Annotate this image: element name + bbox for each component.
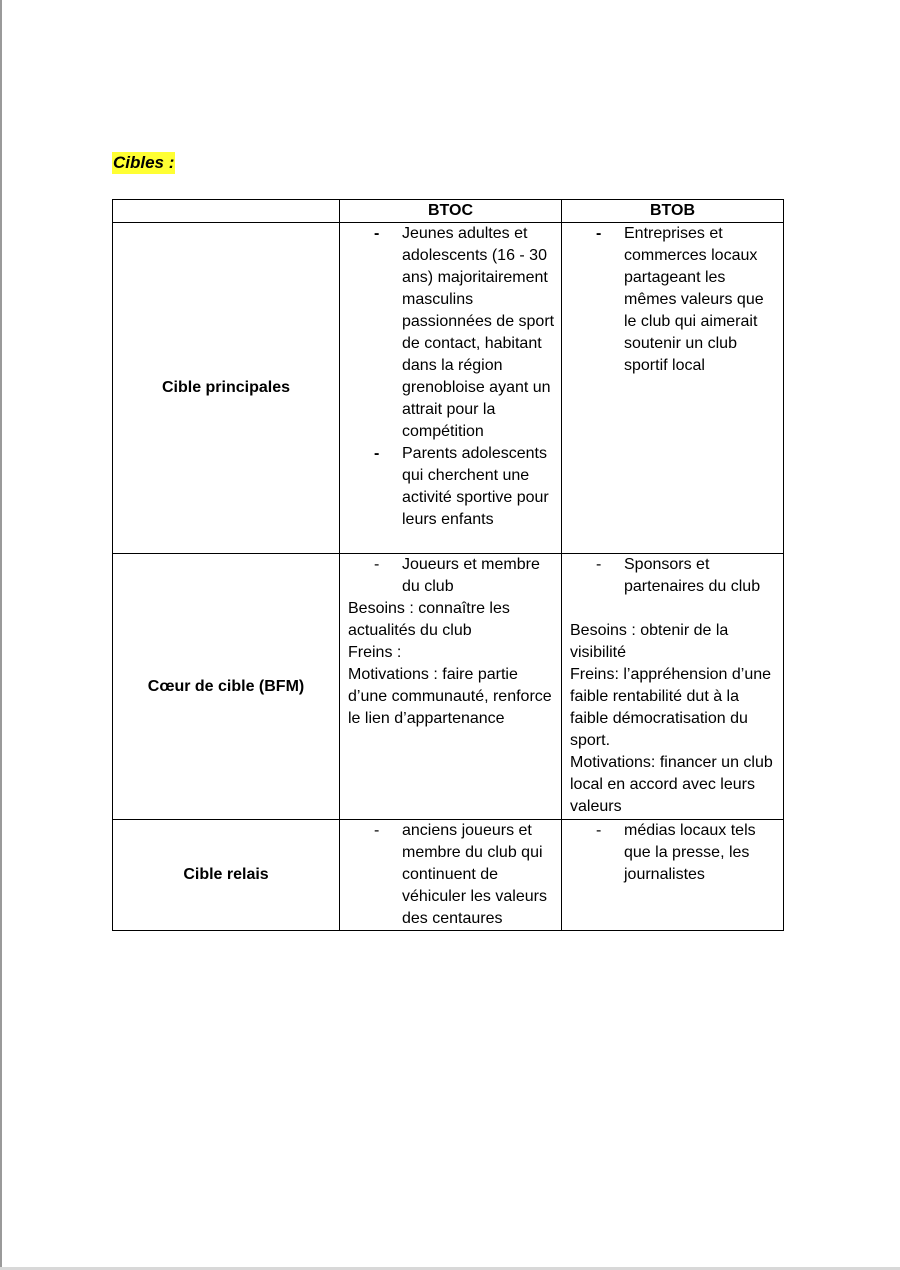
table-row-cible-principales	[113, 223, 784, 554]
list-item-text: Jeunes adultes et adolescents (16 - 30 ans) majoritairement masculins passionnées de sport de contact, habitant dans la région grenobloise ayant un attrait pour la compétition	[402, 225, 555, 440]
list-item	[340, 223, 561, 443]
bullet-dash: -	[374, 556, 380, 573]
table-header-row	[113, 200, 784, 223]
bullet-list	[562, 820, 783, 886]
list-item	[562, 820, 783, 886]
table-row-coeur-de-cible	[113, 554, 784, 820]
bullet-dash: -	[374, 822, 380, 839]
motivations-text: Motivations: financer un club local en accord avec leurs valeurs	[570, 754, 773, 815]
list-item-text: Sponsors et partenaires du club	[624, 556, 761, 595]
bullet-dash: -	[596, 225, 602, 242]
section-heading: Cibles :	[113, 153, 175, 172]
obstacles-text: Freins :	[348, 644, 402, 661]
list-item	[340, 554, 561, 598]
list-item-text: médias locaux tels que la presse, les journalistes	[624, 822, 756, 883]
bullet-list	[562, 223, 783, 377]
cell-btob	[562, 223, 784, 554]
bullet-list	[340, 223, 561, 531]
row-label: Cœur de cible (BFM)	[113, 554, 340, 820]
cell-btob	[562, 554, 784, 820]
bullet-dash: -	[596, 556, 602, 573]
header-empty-cell	[113, 200, 340, 223]
needs-text: Besoins : obtenir de la visibilité	[570, 622, 729, 661]
header-btob: BTOB	[562, 200, 784, 223]
bullet-dash: -	[374, 225, 380, 242]
header-btoc: BTOC	[340, 200, 562, 223]
list-item	[340, 820, 561, 930]
bullet-list	[340, 820, 561, 930]
bullet-list	[562, 554, 783, 598]
bullet-dash: -	[374, 445, 380, 462]
row-label: Cible principales	[113, 223, 340, 554]
table-row-cible-relais	[113, 820, 784, 931]
list-item-text: Joueurs et membre du club	[402, 556, 540, 595]
page-edge-left	[0, 0, 2, 1270]
list-item	[562, 554, 783, 598]
list-item-text: anciens joueurs et membre du club qui continuent de véhiculer les valeurs des centaures	[402, 822, 547, 927]
blank-line	[562, 598, 783, 620]
list-item	[340, 443, 561, 531]
list-item	[562, 223, 783, 377]
list-item-text: Entreprises et commerces locaux partageant les mêmes valeurs que le club qui aimerait soutenir un club sportif local	[624, 225, 764, 374]
targets-table	[112, 199, 784, 931]
cell-btoc	[340, 554, 562, 820]
obstacles-text: Freins: l’appréhension d’une faible rentabilité dut à la faible démocratisation du sport.	[570, 666, 772, 749]
needs-text: Besoins : connaître les actualités du club	[348, 600, 510, 639]
cell-btoc	[340, 223, 562, 554]
list-item-text: Parents adolescents qui cherchent une activité sportive pour leurs enfants	[402, 445, 549, 528]
bullet-dash: -	[596, 822, 602, 839]
motivations-text: Motivations : faire partie d’une communauté, renforce le lien d’appartenance	[348, 666, 552, 727]
cell-btob	[562, 820, 784, 931]
row-label: Cible relais	[113, 820, 340, 931]
cell-btoc	[340, 820, 562, 931]
bullet-list	[340, 554, 561, 598]
